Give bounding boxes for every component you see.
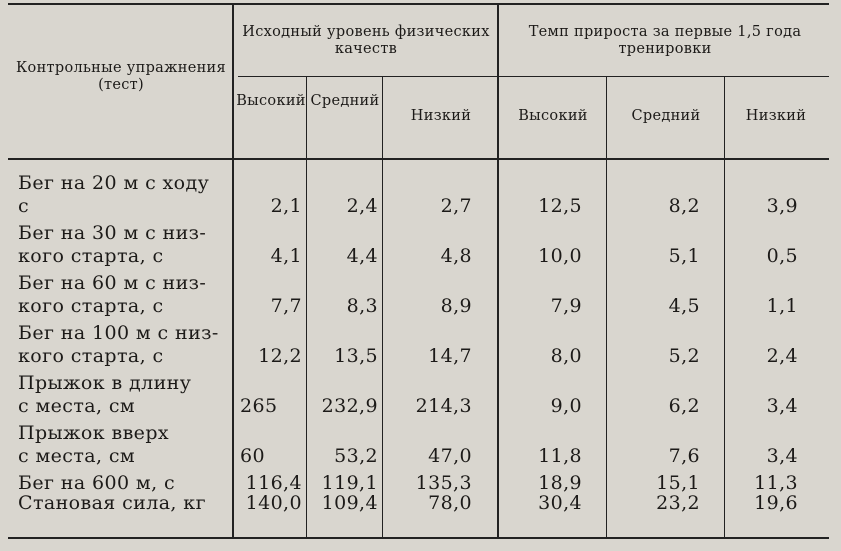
cell-initial-medium: 53,2 [334,445,378,467]
cell-initial-high: 12,2 [258,345,302,367]
cell-growth-medium: 5,2 [668,345,700,367]
cell-initial-low: 2,7 [440,195,472,217]
cell-growth-medium: 6,2 [668,395,700,417]
cell-initial-medium: 4,4 [346,245,378,267]
exercise-label-line: с места, см [18,445,136,467]
cell-growth-high: 10,0 [538,245,582,267]
cell-initial-low: 135,3 [415,472,472,494]
cell-growth-low: 3,4 [766,395,798,417]
cell-growth-medium: 15,1 [656,472,700,494]
exercise-label [18,492,232,515]
exercise-label [18,172,232,218]
cell-initial-medium: 109,4 [321,492,378,514]
column-divider [497,5,499,537]
column-divider [724,77,725,160]
cell-growth-high: 11,8 [538,445,582,467]
exercise-label-line: Бег на 60 м с низ- [18,272,207,294]
cell-initial-low: 214,3 [415,395,472,417]
exercise-label [18,222,232,268]
cell-growth-high: 9,0 [550,395,582,417]
cell-initial-high: 140,0 [245,492,302,514]
header-initial-high: Высокий [236,93,306,109]
header-initial-level: Исходный уровень физических качеств [242,24,490,57]
cell-initial-low: 47,0 [428,445,472,467]
exercise-label-line: с [18,195,30,217]
exercise-label [18,322,232,368]
column-divider [232,5,234,537]
cell-initial-low: 78,0 [428,492,472,514]
cell-initial-high: 265 [240,395,278,417]
cell-growth-low: 19,6 [754,492,798,514]
cell-growth-low: 3,4 [766,445,798,467]
group-divider-rule [238,76,829,77]
cell-growth-high: 18,9 [538,472,582,494]
header-initial-medium: Средний [310,93,380,109]
exercise-label [18,272,232,318]
header-growth-high: Высокий [518,108,588,124]
column-divider [382,77,383,160]
column-divider [382,160,383,537]
header-growth-rate: Темп прироста за первые 1,5 года тренировки [528,24,802,57]
exercise-label-line: кого старта, с [18,345,164,367]
cell-growth-medium: 23,2 [656,492,700,514]
cell-growth-low: 2,4 [766,345,798,367]
cell-growth-low: 0,5 [766,245,798,267]
column-divider [724,160,725,537]
cell-growth-high: 7,9 [550,295,582,317]
top-rule [8,3,829,5]
cell-growth-low: 11,3 [754,472,798,494]
cell-growth-high: 12,5 [538,195,582,217]
cell-initial-low: 4,8 [440,245,472,267]
column-divider [306,77,307,160]
cell-growth-high: 30,4 [538,492,582,514]
cell-initial-high: 116,4 [245,472,302,494]
exercise-label-line: Бег на 600 м, с [18,472,176,494]
cell-growth-medium: 7,6 [668,445,700,467]
exercise-label-line: кого старта, с [18,295,164,317]
exercise-label-line: Становая сила, кг [18,492,206,514]
exercise-label-line: Бег на 20 м с ходу [18,172,210,194]
cell-growth-high: 8,0 [550,345,582,367]
exercise-label-line: кого старта, с [18,245,164,267]
cell-initial-medium: 119,1 [321,472,378,494]
cell-growth-low: 1,1 [766,295,798,317]
cell-initial-medium: 8,3 [346,295,378,317]
cell-initial-high: 2,1 [270,195,302,217]
cell-growth-medium: 5,1 [668,245,700,267]
bottom-rule [8,537,829,539]
cell-growth-low: 3,9 [766,195,798,217]
cell-initial-medium: 232,9 [321,395,378,417]
column-divider [306,160,307,537]
cell-initial-high: 4,1 [270,245,302,267]
cell-initial-high: 7,7 [270,295,302,317]
header-exercise: Контрольные упражнения (тест) [16,60,226,93]
column-divider [606,77,607,160]
header-growth-low: Низкий [745,108,807,124]
exercise-label-line: Прыжок в длину [18,372,192,394]
exercise-label [18,372,232,418]
exercise-label-line: Бег на 100 м с низ- [18,322,219,344]
cell-growth-medium: 8,2 [668,195,700,217]
column-divider [606,160,607,537]
cell-growth-medium: 4,5 [668,295,700,317]
header-bottom-rule [8,158,829,160]
exercise-label-line: с места, см [18,395,136,417]
cell-initial-medium: 2,4 [346,195,378,217]
cell-initial-high: 60 [240,445,265,467]
exercise-label [18,422,232,468]
exercise-label-line: Прыжок вверх [18,422,170,444]
cell-initial-low: 14,7 [428,345,472,367]
cell-initial-low: 8,9 [440,295,472,317]
cell-initial-medium: 13,5 [334,345,378,367]
header-growth-medium: Средний [631,108,701,124]
exercise-label-line: Бег на 30 м с низ- [18,222,207,244]
header-initial-low: Низкий [410,108,472,124]
